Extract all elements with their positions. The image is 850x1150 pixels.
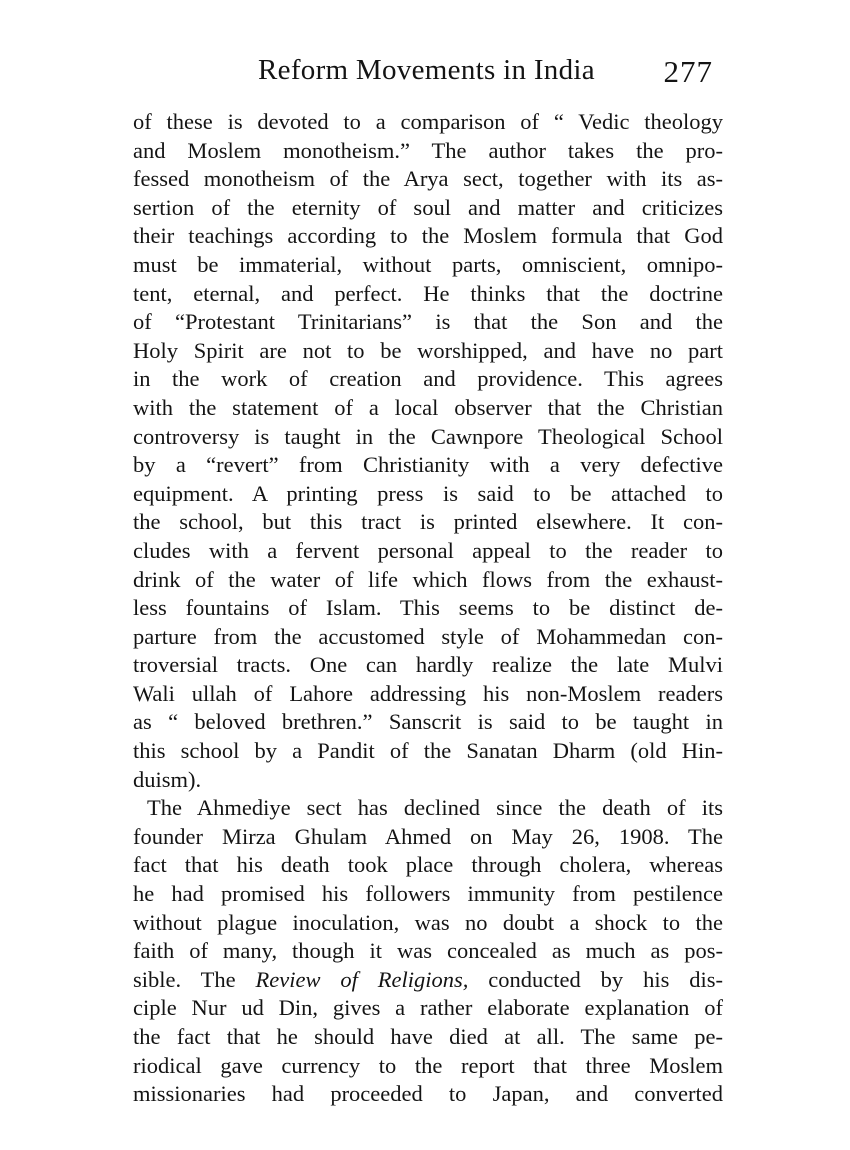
text-line: riodical gave currency to the report that three Moslem [133, 1052, 723, 1078]
text-line: sertion of the eternity of soul and matter and criticizes [133, 194, 723, 220]
paragraph-1 [133, 108, 723, 794]
text-fragment: conducted by his dis- [468, 966, 723, 992]
text-line: fessed monotheism of the Arya sect, together with its as- [133, 166, 723, 192]
text-line: The Ahmediye sect has declined since the death of its [147, 795, 723, 821]
periodical-title: Review of Religions, [255, 966, 469, 992]
text-line: this school by a Pandit of the Sanatan Dharm (old Hin- [133, 738, 723, 764]
text-line: fact that his death took place through cholera, whereas [133, 852, 723, 878]
text-line: tent, eternal, and perfect. He thinks that the doctrine [133, 280, 723, 306]
text-line: drink of the water of life which flows from the exhaust- [133, 566, 723, 592]
text-line: troversial tracts. One can hardly realize the late Mulvi [133, 652, 723, 678]
page-number: 277 [663, 54, 713, 89]
running-title: Reform Movements in India [258, 54, 595, 86]
text-line: the school, but this tract is printed elsewhere. It con- [133, 509, 723, 535]
text-line: cludes with a fervent personal appeal to the reader to [133, 537, 723, 563]
text-line: equipment. A printing press is said to be attached to [133, 480, 723, 506]
text-line: founder Mirza Ghulam Ahmed on May 26, 1908. The [133, 823, 723, 849]
text-line: missionaries had proceeded to Japan, and converted [133, 1081, 723, 1107]
text-line: duism). [133, 766, 202, 792]
text-line: controversy is taught in the Cawnpore Theological School [133, 423, 723, 449]
text-line: Wali ullah of Lahore addressing his non-Moslem readers [133, 680, 723, 706]
body-text [133, 108, 723, 1109]
text-line: less fountains of Islam. This seems to be distinct de- [133, 595, 723, 621]
text-line: parture from the accustomed style of Mohammedan con- [133, 623, 723, 649]
text-fragment: sible. The [133, 966, 256, 992]
text-line: with the statement of a local observer that the Christian [133, 394, 723, 420]
text-line: the fact that he should have died at all. The same pe- [133, 1024, 723, 1049]
text-line: of these is devoted to a comparison of “ Vedic theology [133, 109, 723, 134]
text-line: their teachings according to the Moslem formula that God [133, 223, 723, 249]
text-line: without plague inoculation, was no doubt a shock to the [133, 909, 723, 935]
text-line: as “ beloved brethren.” Sanscrit is said to be taught in [133, 709, 723, 735]
paragraph-2 [133, 794, 723, 1109]
text-line: of “Protestant Trinitarians” is that the Son and the [133, 309, 723, 335]
text-line: he had promised his followers immunity from pestilence [133, 881, 723, 907]
text-line: ciple Nur ud Din, gives a rather elaborate explanation of [133, 995, 723, 1021]
text-line: Holy Spirit are not to be worshipped, and have no part [133, 337, 723, 363]
text-line: in the work of creation and providence. This agrees [133, 366, 723, 392]
running-header [133, 54, 723, 98]
text-line: by a “revert” from Christianity with a very defective [133, 452, 723, 478]
text-line: and Moslem monotheism.” The author takes the pro- [133, 137, 723, 163]
text-line: faith of many, though it was concealed as much as pos- [133, 938, 723, 964]
text-line: must be immaterial, without parts, omniscient, omnipo- [133, 251, 723, 277]
text-line-with-italic [133, 966, 723, 995]
